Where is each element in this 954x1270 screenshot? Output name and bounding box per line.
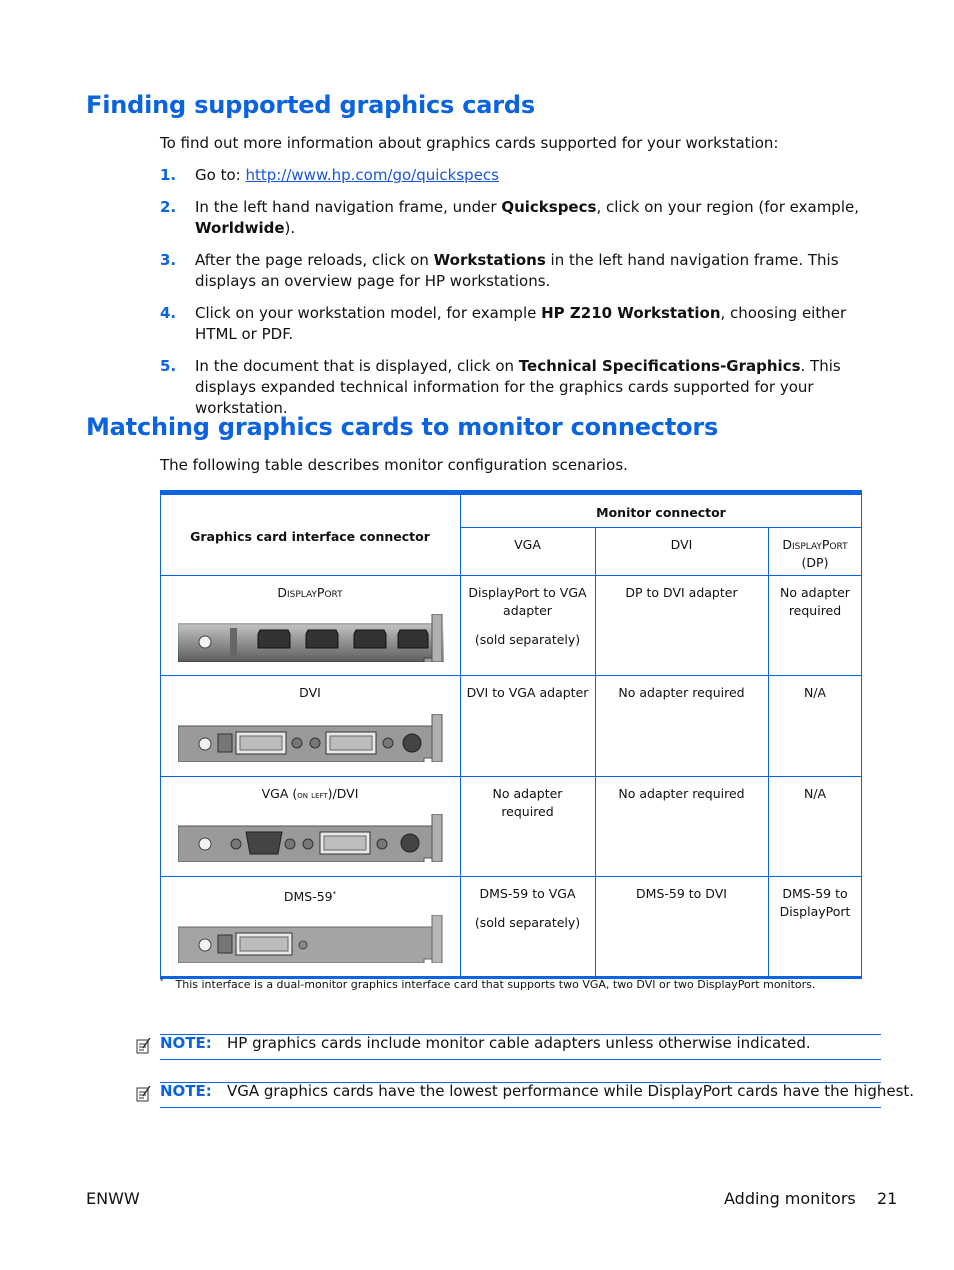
- dvi-card-image: [178, 714, 444, 762]
- quickspecs-link[interactable]: http://www.hp.com/go/quickspecs: [245, 166, 499, 184]
- note-rule-bottom: [160, 1059, 881, 1060]
- header-monitor-connector: Monitor connector: [596, 505, 726, 520]
- displayport-card-image: [178, 614, 444, 662]
- footer-section: Adding monitors: [724, 1189, 856, 1208]
- section2-intro: The following table describes monitor configuration scenarios.: [160, 456, 628, 474]
- footer-page-number: 21: [877, 1189, 898, 1208]
- step-number: 5.: [160, 357, 177, 375]
- row3-dvi: No adapter required: [618, 786, 745, 801]
- row1-dp: No adapter required: [780, 585, 850, 618]
- row2-dvi: No adapter required: [618, 685, 745, 700]
- row3-dp: N/A: [803, 786, 827, 801]
- section-title-finding-cards: Finding supported graphics cards: [86, 91, 535, 119]
- dms59-card-image: [178, 915, 444, 963]
- section1-intro: To find out more information about graphics cards supported for your workstation:: [160, 134, 779, 152]
- note-icon: [136, 1085, 152, 1107]
- vga-dvi-card-image: [178, 814, 444, 862]
- note-label: NOTE:: [160, 1034, 212, 1052]
- step-5-text: In the document that is displayed, click on Technical Specifications-Graphics. This displays expanded technical information for the graphics cards supported for your workstation.: [195, 357, 841, 417]
- row4-dp: DMS-59 to DisplayPort: [779, 886, 851, 919]
- step-1-text: Go to: http://www.hp.com/go/quickspecs: [195, 166, 499, 184]
- header-vga: VGA: [514, 537, 541, 552]
- header-dvi: DVI: [670, 537, 693, 552]
- note-text: HP graphics cards include monitor cable adapters unless otherwise indicated.: [227, 1034, 811, 1052]
- connector-table: [160, 490, 862, 978]
- row1-vga: DisplayPort to VGA adapter (sold separately): [468, 585, 587, 647]
- note-icon: [136, 1037, 152, 1059]
- row-label-displayport: DisplayPort: [277, 585, 343, 600]
- note-label: NOTE:: [160, 1082, 212, 1100]
- row-label-vga-dvi: VGA (on left)/DVI: [261, 786, 359, 801]
- step-3-text: After the page reloads, click on Workstations in the left hand navigation frame. This displays an overview page for HP workstations.: [195, 251, 839, 290]
- section-title-matching-cards: Matching graphics cards to monitor connectors: [86, 413, 719, 441]
- step-4-text: Click on your workstation model, for example HP Z210 Workstation, choosing either HTML or PDF.: [195, 304, 847, 343]
- row4-dvi: DMS-59 to DVI: [636, 886, 727, 901]
- step-number: 3.: [160, 251, 177, 269]
- row-label-dvi: DVI: [299, 685, 321, 700]
- step-number: 4.: [160, 304, 177, 322]
- row3-vga: No adapter required: [492, 786, 563, 819]
- table-footnote: * This interface is a dual-monitor graphics interface card that supports two VGA, two DVI or two DisplayPort monitors.: [160, 977, 816, 991]
- row4-vga: DMS-59 to VGA (sold separately): [474, 886, 581, 930]
- note-text: VGA graphics cards have the lowest performance while DisplayPort cards have the highest.: [227, 1082, 915, 1100]
- step-2-text: In the left hand navigation frame, under Quickspecs, click on your region (for example, Worldwide).: [195, 198, 859, 237]
- row2-vga: DVI to VGA adapter: [466, 685, 589, 700]
- row-label-dms59: DMS-59*: [283, 889, 337, 905]
- footer-enww: ENWW: [86, 1189, 140, 1208]
- row1-dvi: DP to DVI adapter: [625, 585, 738, 600]
- header-graphics-card-connector: Graphics card interface connector: [190, 529, 430, 544]
- header-displayport: DisplayPort (DP): [782, 537, 848, 570]
- row2-dp: N/A: [803, 685, 827, 700]
- step-number: 1.: [160, 166, 177, 184]
- note-rule-bottom: [160, 1107, 881, 1108]
- step-number: 2.: [160, 198, 177, 216]
